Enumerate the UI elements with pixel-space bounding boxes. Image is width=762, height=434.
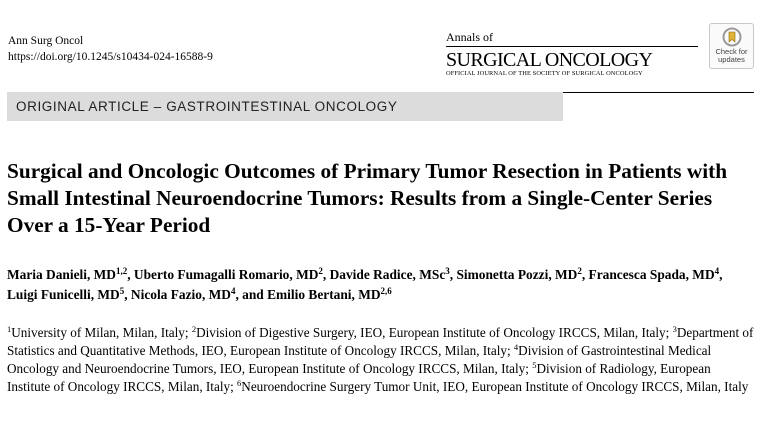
journal-citation: [8, 33, 213, 65]
journal-abbreviation: Ann Surg Oncol: [8, 35, 84, 47]
author-list: [7, 265, 752, 305]
author: [330, 267, 450, 282]
author-separator: ,: [322, 267, 330, 282]
author-name: Davide Radice, MSc: [329, 267, 446, 282]
article-category: ORIGINAL ARTICLE – GASTROINTESTINAL ONCOLOGY: [7, 92, 563, 121]
author-affiliation-marker: 5: [119, 286, 125, 296]
masthead-rule: [446, 46, 698, 47]
affiliation-text: Division of Digestive Surgery, IEO, European Institute of Oncology IRCCS, Milan, Italy;: [196, 325, 673, 340]
masthead-journal-name: SURGICAL ONCOLOGY: [446, 49, 653, 71]
journal-masthead: [446, 31, 698, 78]
affiliation-number: 2: [191, 324, 197, 334]
affiliation-text: Neuroendocrine Surgery Tumor Unit, IEO, European Institute of Oncology IRCCS, Milan, Italy: [241, 379, 749, 394]
affiliation: [7, 325, 192, 340]
affiliation: [237, 379, 748, 394]
bookmark-refresh-icon: [722, 27, 742, 47]
author-separator: ,: [124, 287, 131, 302]
author-affiliation-marker: 4: [714, 266, 720, 276]
author-name: Nicola Fazio, MD: [130, 287, 231, 302]
doi-link[interactable]: https://doi.org/10.1245/s10434-024-16588-9: [8, 51, 213, 63]
affiliation-number: 4: [513, 342, 519, 352]
affiliation-number: 6: [237, 378, 242, 388]
author-separator: ,: [581, 267, 589, 282]
author: [134, 267, 323, 282]
author-name: Maria Danieli, MD: [7, 267, 116, 282]
author-affiliation-marker: 1,2: [115, 266, 128, 276]
author-separator: ,: [719, 267, 723, 282]
author: [131, 287, 236, 302]
affiliation-text: Division of Radiology, European Institute of Oncology IRCCS, Milan, Italy;: [7, 361, 711, 394]
author-name: Simonetta Pozzi, MD: [456, 267, 578, 282]
header-rule: [562, 92, 754, 93]
author-name: Luigi Funicelli, MD: [7, 287, 120, 302]
author-separator: ,: [449, 267, 457, 282]
badge-line2: updates: [718, 55, 745, 64]
author: [588, 266, 723, 282]
author-affiliation-marker: 2: [577, 266, 582, 276]
author-separator: ,: [127, 267, 134, 282]
author: [7, 287, 124, 302]
affiliation-text: Division of Gastrointestinal Medical Oncology and Neuroendocrine Tumors, IEO, European Institute of Oncology IRCCS, Milan, Italy;: [7, 343, 712, 376]
author-separator: , and: [235, 287, 268, 302]
affiliation-number: 5: [532, 360, 537, 370]
author: [456, 267, 581, 282]
badge-line1: Check for: [715, 47, 748, 56]
affiliation: [192, 325, 673, 340]
author-name: Emilio Bertani, MD: [267, 287, 381, 302]
affiliation-text: University of Milan, Milan, Italy;: [11, 325, 192, 340]
affiliation-number: 1: [7, 324, 12, 334]
article-title: Surgical and Oncologic Outcomes of Primary Tumor Resection in Patients with Small Intestinal Neuroendocrine Tumors: Results from a Single-Center Series Over a 15-Year Period: [7, 159, 728, 237]
author: [267, 287, 392, 302]
masthead-subtitle: OFFICIAL JOURNAL OF THE SOCIETY OF SURGICAL ONCOLOGY: [446, 70, 643, 77]
author-affiliation-marker: 2: [318, 266, 323, 276]
affiliation-list: [7, 324, 755, 396]
author-affiliation-marker: 4: [230, 286, 236, 296]
author-name: Francesca Spada, MD: [588, 267, 715, 282]
check-for-updates-badge[interactable]: [709, 23, 754, 69]
masthead-annals: Annals of: [446, 30, 493, 44]
author-affiliation-marker: 2,6: [380, 286, 392, 296]
affiliation-number: 3: [672, 324, 677, 334]
affiliation-text: Department of Statistics and Quantitative Methods, IEO, European Institute of Oncology IRCCS, Milan, Italy;: [7, 325, 754, 358]
author: [7, 267, 127, 282]
author-name: Uberto Fumagalli Romario, MD: [133, 267, 319, 282]
author-affiliation-marker: 3: [445, 266, 450, 276]
